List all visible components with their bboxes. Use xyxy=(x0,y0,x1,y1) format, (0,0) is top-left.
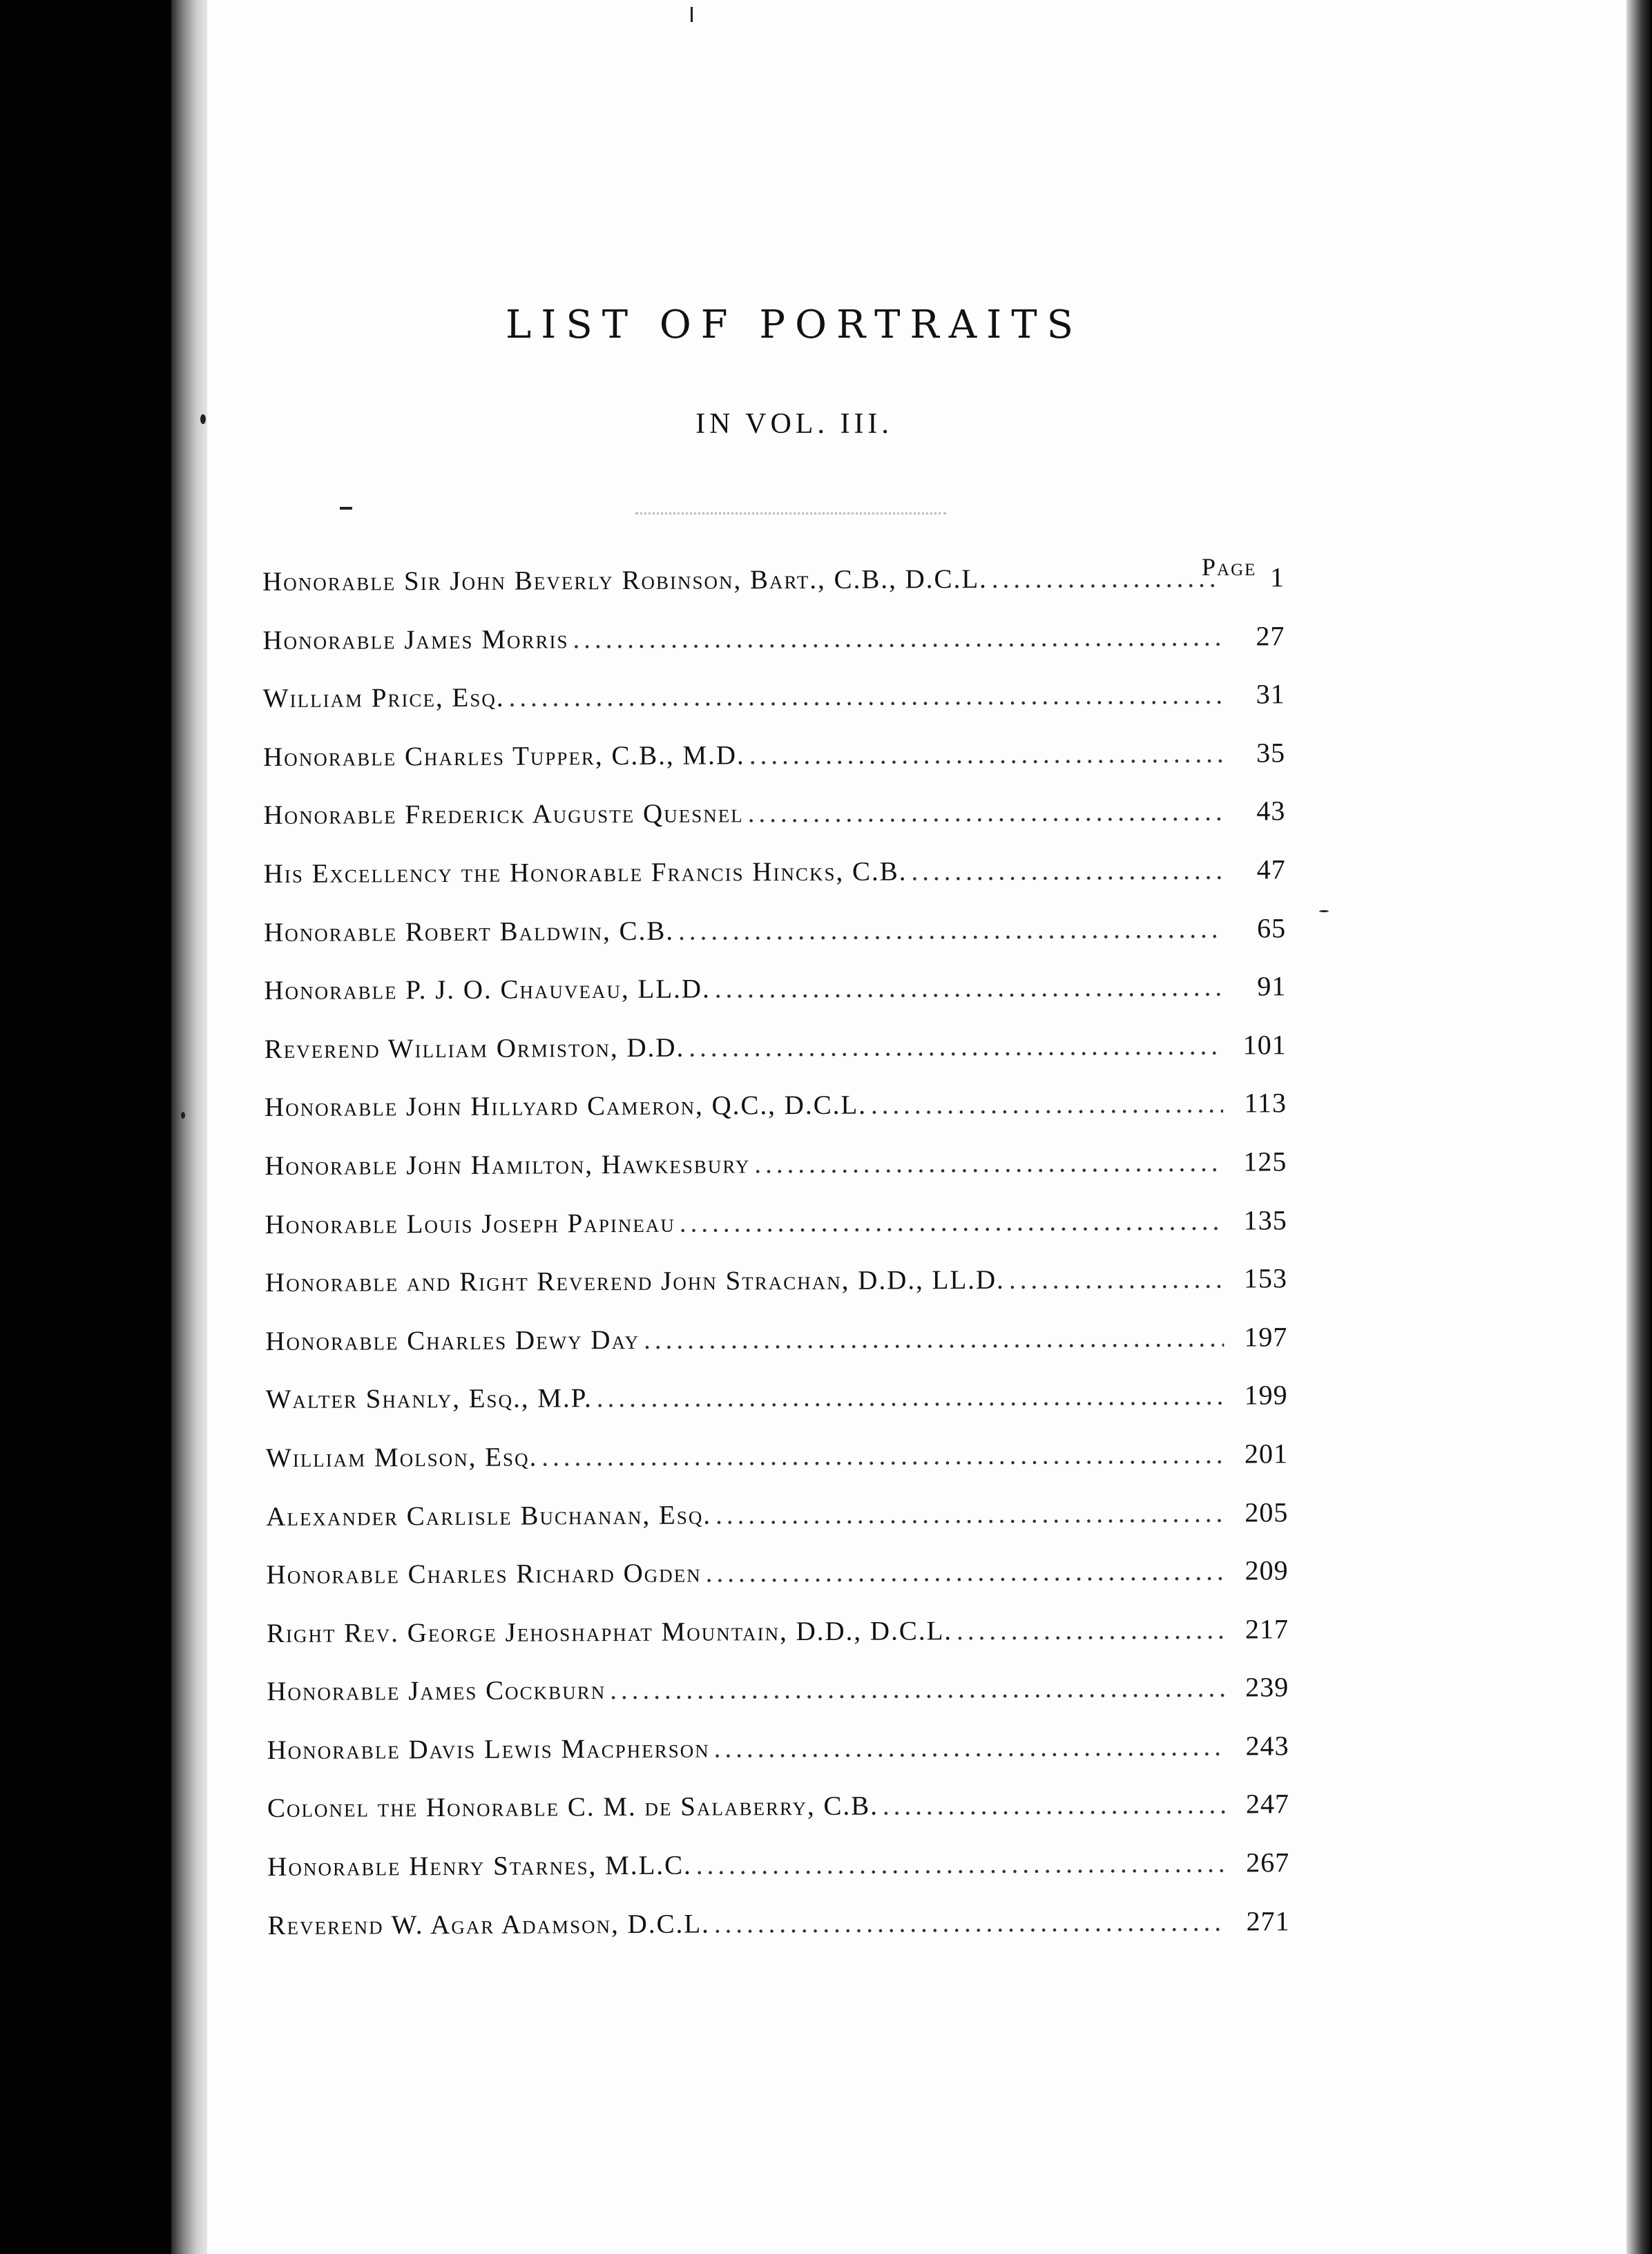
portrait-entry xyxy=(266,1437,1288,1499)
portrait-name: Alexander Carlisle Buchanan, Esq. xyxy=(266,1500,712,1532)
portrait-page-number: 197 xyxy=(1244,1321,1288,1353)
portrait-name: William Molson, Esq. xyxy=(265,1442,538,1473)
portrait-name: Reverend W. Agar Adamson, D.C.L. xyxy=(267,1909,710,1940)
dot-leader xyxy=(689,1030,1223,1063)
dot-leader xyxy=(508,680,1221,713)
portrait-name: Honorable P. J. O. Chauveau, LL.D. xyxy=(264,974,711,1006)
page-subtitle: IN VOL. III. xyxy=(695,408,893,440)
portrait-name: Honorable John Hamilton, Hawkesbury xyxy=(265,1149,751,1181)
portrait-entry xyxy=(265,1204,1287,1266)
portrait-name: Honorable James Cockburn xyxy=(267,1675,606,1707)
portrait-name: Honorable Louis Joseph Papineau xyxy=(265,1208,675,1240)
dot-leader xyxy=(597,1380,1224,1414)
dot-leader xyxy=(1009,1264,1224,1295)
portrait-entry xyxy=(265,1087,1287,1149)
portrait-page-number: 217 xyxy=(1245,1612,1289,1645)
dot-leader xyxy=(573,621,1221,655)
portrait-name: Honorable Sir John Beverly Robinson, Bart., C.B., D.C.L. xyxy=(262,564,988,597)
dot-leader xyxy=(714,1731,1226,1764)
scan-speck xyxy=(691,7,693,22)
portrait-entry xyxy=(266,1379,1288,1441)
portrait-page-number: 247 xyxy=(1245,1788,1289,1820)
portrait-page-number: 65 xyxy=(1256,912,1287,944)
portrait-page-number: 101 xyxy=(1242,1029,1287,1061)
dot-leader xyxy=(911,855,1222,887)
portrait-list xyxy=(262,561,1290,1967)
page-edge-shadow xyxy=(1626,0,1652,2254)
dot-leader xyxy=(715,1497,1224,1530)
portrait-page-number: 1 xyxy=(1269,561,1285,593)
portrait-page-number: 271 xyxy=(1246,1905,1290,1937)
dot-leader xyxy=(754,1147,1223,1180)
portrait-entry xyxy=(264,912,1286,974)
portrait-entry xyxy=(265,1145,1287,1207)
dot-leader xyxy=(680,1205,1224,1238)
portrait-entry xyxy=(267,1846,1289,1908)
dot-leader xyxy=(748,796,1222,829)
portrait-page-number: 201 xyxy=(1244,1438,1289,1470)
dot-leader xyxy=(871,1088,1223,1121)
portrait-name: Right Rev. George Jehoshaphat Mountain, D.D., D.C.L. xyxy=(266,1615,953,1648)
ornament-dotted-rule xyxy=(635,512,946,514)
portrait-page-number: 205 xyxy=(1245,1496,1289,1528)
page-title: LIST OF PORTRAITS xyxy=(506,302,1083,347)
portrait-page-number: 31 xyxy=(1256,678,1285,710)
portrait-name: Honorable Charles Richard Ogden xyxy=(266,1558,702,1590)
portrait-entry xyxy=(264,853,1286,915)
portrait-name: Honorable Robert Baldwin, C.B. xyxy=(263,916,675,947)
portrait-name: Walter Shanly, Esq., M.P. xyxy=(265,1383,593,1415)
portrait-name: Honorable Davis Lewis Macpherson xyxy=(267,1733,710,1765)
portrait-entry xyxy=(263,678,1285,740)
portrait-entry xyxy=(267,1554,1289,1616)
portrait-name: Honorable and Right Reverend John Strachan, D.D., LL.D. xyxy=(265,1265,1005,1298)
portrait-entry xyxy=(265,1262,1287,1324)
portrait-name: Honorable Frederick Auguste Quesnel xyxy=(263,798,744,831)
portrait-entry xyxy=(266,1496,1288,1558)
portrait-entry xyxy=(267,1729,1289,1791)
portrait-page-number: 27 xyxy=(1256,619,1285,652)
portrait-name: Honorable James Morris xyxy=(262,624,569,655)
portrait-name: Honorable John Hillyard Cameron, Q.C., D.C.L. xyxy=(264,1090,867,1123)
portrait-page-number: 43 xyxy=(1256,795,1286,827)
portrait-name: Colonel the Honorable C. M. de Salaberry, C.B. xyxy=(267,1791,879,1824)
scan-speck xyxy=(200,414,206,424)
portrait-entry xyxy=(262,561,1285,623)
portrait-name: Honorable Henry Starnes, M.L.C. xyxy=(267,1850,692,1882)
portrait-entry xyxy=(263,736,1285,798)
scan-speck xyxy=(181,1112,185,1119)
dot-leader xyxy=(678,913,1222,946)
page-column-header: Page xyxy=(1202,553,1257,581)
dot-leader xyxy=(992,563,1221,595)
dot-leader xyxy=(644,1322,1224,1355)
portrait-entry xyxy=(265,1320,1287,1383)
portrait-name: Honorable Charles Dewy Day xyxy=(265,1325,640,1356)
portrait-page-number: 113 xyxy=(1244,1087,1287,1119)
dot-leader xyxy=(714,1906,1227,1939)
portrait-name: William Price, Esq. xyxy=(262,682,505,714)
scan-speck xyxy=(1319,910,1329,912)
ornament-dash xyxy=(340,507,352,510)
portrait-entry xyxy=(265,1028,1287,1090)
portrait-entry xyxy=(264,970,1286,1032)
portrait-entry xyxy=(267,1905,1289,1967)
portrait-entry xyxy=(267,1671,1289,1733)
portrait-name: His Excellency the Honorable Francis Hincks, C.B. xyxy=(263,856,907,889)
portrait-entry xyxy=(267,1788,1289,1850)
portrait-page-number: 267 xyxy=(1246,1847,1290,1878)
portrait-page-number: 243 xyxy=(1245,1730,1289,1762)
portrait-name: Reverend William Ormiston, D.D. xyxy=(264,1032,685,1064)
portrait-page-number: 209 xyxy=(1245,1554,1289,1586)
portrait-entry xyxy=(267,1612,1289,1675)
portrait-page-number: 47 xyxy=(1256,854,1286,885)
dot-leader xyxy=(715,972,1223,1005)
dot-leader xyxy=(541,1439,1224,1473)
dot-leader xyxy=(883,1789,1226,1822)
portrait-page-number: 135 xyxy=(1243,1204,1287,1236)
dot-leader xyxy=(957,1614,1225,1646)
portrait-entry xyxy=(263,795,1285,857)
dot-leader xyxy=(749,738,1222,771)
portrait-page-number: 153 xyxy=(1243,1262,1288,1294)
portrait-page-number: 91 xyxy=(1257,970,1287,1002)
portrait-page-number: 35 xyxy=(1256,737,1286,769)
dot-leader xyxy=(696,1848,1227,1881)
scan-background-left xyxy=(0,0,171,2254)
dot-leader xyxy=(610,1673,1225,1706)
portrait-page-number: 125 xyxy=(1243,1146,1287,1177)
portrait-name: Honorable Charles Tupper, C.B., M.D. xyxy=(262,740,745,772)
portrait-page-number: 199 xyxy=(1244,1379,1288,1411)
portrait-entry xyxy=(262,619,1285,682)
portrait-page-number: 239 xyxy=(1245,1671,1289,1703)
dot-leader xyxy=(706,1556,1225,1589)
